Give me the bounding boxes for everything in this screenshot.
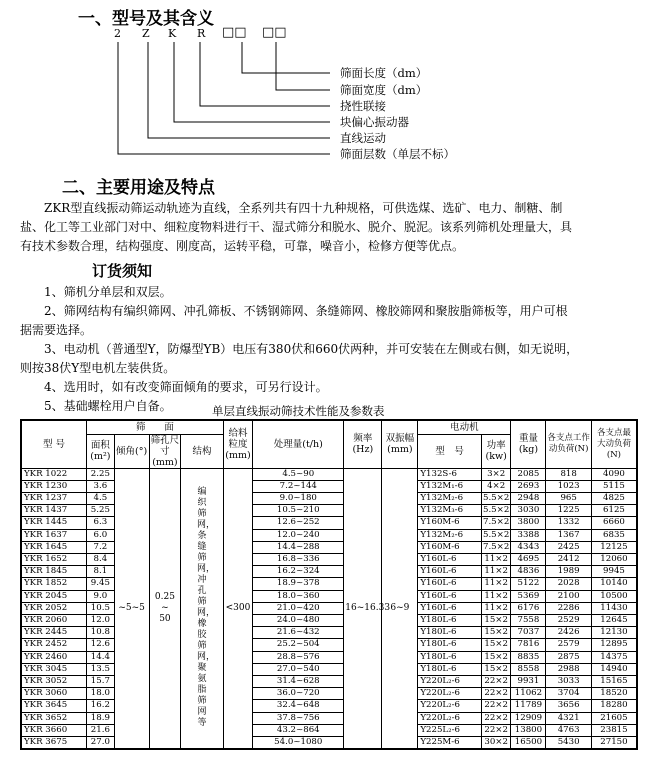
code-length-boxes: □□ (222, 25, 247, 40)
section2-title: 二、主要用途及特点 (62, 178, 215, 198)
cell-model: YKR 2052 (21, 602, 87, 614)
cell-power: 22×2 (481, 675, 511, 687)
cell-capacity: 24.0~480 (253, 614, 344, 626)
header-screen: 筛 面 (87, 420, 224, 434)
cell-static-load: 2100 (546, 590, 592, 602)
cell-power: 5.5×2 (482, 492, 510, 503)
cell-model: YKR 3052 (21, 675, 87, 687)
section2-line: 有技术参数合理，结构强度、刚度高，运转平稳，可靠，噪音小，检修方便等优点。 (20, 239, 465, 253)
order-line: 5、基础螺栓用户自备。 (44, 399, 172, 413)
mesh-range-part: ~ (161, 602, 169, 613)
cell-static-load: 5430 (546, 736, 592, 749)
cell-static-load: 818 (546, 468, 592, 480)
cell-capacity: 12.6~252 (253, 517, 344, 529)
cell-model: YKR 2045 (21, 590, 87, 602)
cell-power: 11×2 (481, 602, 511, 614)
cell-area: 8.1 (87, 566, 115, 578)
cell-static-load: 2579 (546, 639, 592, 651)
order-line: 据需要选择。 (20, 323, 93, 337)
table-row (21, 736, 637, 749)
cell-max-load: 12895 (591, 639, 637, 651)
cell-static-load: 4321 (546, 712, 592, 724)
cell-model: YKR 3045 (21, 663, 87, 675)
cell-weight: 8558 (511, 663, 546, 675)
code-leader-lines (0, 0, 650, 170)
cell-max-load: 21605 (591, 712, 637, 724)
cell-static-load: 2412 (546, 553, 592, 565)
cell-power: 15×2 (481, 627, 511, 639)
cell-max-load: 4090 (591, 468, 637, 480)
cell-capacity: 21.0~420 (253, 602, 344, 614)
cell-motor-model: Y160L-6 (418, 553, 482, 565)
cell-power: 15×2 (481, 614, 511, 626)
cell-angle-merged: ~5~5 (114, 468, 149, 749)
cell-motor-model: Y132M₂-6 (418, 529, 482, 541)
cell-motor-model: Y180L-6 (418, 627, 482, 639)
header-static-load: 各支点工作动负荷(N) (546, 420, 592, 468)
cell-weight: 13800 (511, 724, 546, 736)
cell-weight: 3800 (511, 517, 546, 529)
cell-model: YKR 3652 (21, 712, 87, 724)
cell-area: 5.25 (87, 505, 115, 517)
cell-max-load: 15165 (591, 675, 637, 687)
cell-static-load: 1367 (546, 529, 592, 541)
cell-static-load: 1989 (546, 566, 592, 578)
cell-model: YKR 1645 (21, 541, 87, 553)
cell-capacity: 37.8~756 (253, 712, 344, 724)
cell-model: YKR 1230 (21, 480, 87, 492)
cell-max-load: 9945 (591, 566, 637, 578)
cell-weight: 12909 (511, 712, 546, 724)
cell-max-load: 14940 (591, 663, 637, 675)
cell-area: 10.8 (87, 627, 115, 639)
cell-weight: 4343 (511, 541, 546, 553)
section2-line: 盐、化工等工业部门对中、细粒度物料进行干、湿式筛分和脱水、脱介、脱泥。该系列筛机处理量大，具 (20, 220, 573, 234)
cell-amp-merged: 6~9 (382, 468, 418, 749)
cell-motor-model: Y160L-6 (418, 578, 482, 590)
cell-max-load: 5115 (591, 480, 637, 492)
cell-weight: 16500 (511, 736, 546, 749)
cell-motor-model: Y180L-6 (418, 614, 482, 626)
cell-area: 6.0 (87, 529, 115, 541)
cell-weight: 7816 (511, 639, 546, 651)
cell-model: YKR 1845 (21, 566, 87, 578)
table-row (21, 505, 637, 517)
cell-weight: 9931 (511, 675, 546, 687)
cell-max-load: 4825 (591, 492, 637, 504)
cell-weight: 2948 (511, 492, 546, 504)
cell-weight: 7558 (511, 614, 546, 626)
cell-max-load: 10140 (591, 578, 637, 590)
cell-max-load: 12125 (591, 541, 637, 553)
mesh-range-part: 50 (159, 613, 171, 624)
header-mesh: 筛孔尺寸(mm) (150, 434, 180, 468)
header-max-load: 各支点最大动负荷(N) (591, 420, 637, 468)
cell-capacity: 12.0~240 (253, 529, 344, 541)
cell-area: 10.5 (87, 602, 115, 614)
cell-static-load: 2426 (546, 627, 592, 639)
header-model: 型 号 (21, 420, 87, 468)
mesh-range-part: 0.25 (154, 591, 175, 602)
cell-capacity: 43.2~864 (253, 724, 344, 736)
cell-model: YKR 2060 (21, 614, 87, 626)
cell-capacity: 16.2~324 (253, 566, 344, 578)
table-row (21, 700, 637, 712)
cell-motor-model: Y132M₂-6 (418, 492, 482, 504)
order-line: 1、筛机分单层和双层。 (44, 285, 172, 299)
cell-weight: 5369 (511, 590, 546, 602)
cell-model: YKR 1637 (21, 529, 87, 541)
cell-area: 8.4 (87, 553, 115, 565)
legend-width: 筛面宽度（dm） (340, 83, 428, 97)
cell-power: 30×2 (481, 736, 511, 749)
cell-static-load: 2529 (546, 614, 592, 626)
cell-weight: 2693 (511, 480, 546, 492)
cell-power: 7.5×2 (482, 517, 510, 528)
cell-structure-merged (181, 468, 223, 749)
cell-area: 7.2 (87, 541, 115, 553)
section2-body (20, 199, 645, 256)
cell-model: YKR 2460 (21, 651, 87, 663)
table-row (21, 712, 637, 724)
cell-motor-model: Y160M-6 (418, 517, 482, 529)
table-row (21, 541, 637, 553)
cell-power: 5.5×2 (482, 505, 510, 516)
cell-power: 3×2 (481, 468, 511, 480)
cell-area: 12.6 (87, 639, 115, 651)
header-feed: 给料粒度(mm) (223, 420, 253, 468)
spec-table (20, 419, 638, 750)
cell-motor-model: Y225M-6 (418, 736, 482, 749)
cell-power: 11×2 (481, 566, 511, 578)
table-row (21, 614, 637, 626)
cell-motor-model: Y180L-6 (418, 651, 482, 663)
cell-motor-model: Y132M₃-6 (418, 505, 482, 517)
cell-static-load: 2988 (546, 663, 592, 675)
cell-capacity: 28.8~576 (253, 651, 344, 663)
cell-weight: 4695 (511, 553, 546, 565)
cell-static-load: 3704 (546, 688, 592, 700)
cell-max-load: 6125 (591, 505, 637, 517)
cell-static-load: 4763 (546, 724, 592, 736)
code-char-r: R (197, 27, 206, 40)
table-title: 单层直线振动筛技术性能及参数表 (212, 404, 385, 418)
cell-feed-merged: <300 (223, 468, 253, 749)
section1-title: 一、型号及其含义 (78, 9, 214, 29)
order-line: 3、电动机（普通型Y，防爆型YB）电压有380伏和660伏两种，并可安装在左侧或右侧，如无说明， (44, 342, 579, 356)
cell-static-load: 3656 (546, 700, 592, 712)
cell-model: YKR 1445 (21, 517, 87, 529)
table-row (21, 480, 637, 492)
cell-static-load: 1332 (546, 517, 592, 529)
cell-motor-model: Y225L₂-6 (418, 724, 482, 736)
cell-power: 22×2 (481, 724, 511, 736)
cell-area: 12.0 (87, 614, 115, 626)
table-row (21, 688, 637, 700)
legend-coupling: 挠性联接 (340, 99, 386, 113)
table-row (21, 675, 637, 687)
cell-motor-model: Y132M₁-6 (418, 480, 482, 492)
table-row (21, 651, 637, 663)
header-motor: 电动机 (418, 420, 511, 434)
cell-area: 6.3 (87, 517, 115, 529)
legend-length: 筛面长度（dm） (340, 66, 428, 80)
cell-capacity: 7.2~144 (253, 480, 344, 492)
table-row (21, 492, 637, 504)
order-line: 2、筛网结构有编织筛网、冲孔筛板、不锈钢筛网、条缝筛网、橡胶筛网和聚胺脂筛板等，用户可根 (44, 304, 568, 318)
cell-max-load: 27150 (591, 736, 637, 749)
cell-motor-model: Y160L-6 (418, 566, 482, 578)
cell-capacity: 54.0~1080 (253, 736, 344, 749)
cell-power: 7.5×2 (482, 541, 510, 552)
code-char-z: Z (142, 27, 150, 40)
cell-motor-model: Y132S-6 (418, 468, 482, 480)
cell-capacity: 27.0~540 (253, 663, 344, 675)
spec-table-body (21, 468, 637, 749)
cell-area: 18.9 (87, 712, 115, 724)
table-row (21, 468, 637, 480)
cell-area: 18.0 (87, 688, 115, 700)
cell-model: YKR 1652 (21, 553, 87, 565)
table-row (21, 578, 637, 590)
code-width-boxes: □□ (262, 25, 287, 40)
header-amp: 双振幅(mm) (382, 420, 418, 468)
cell-weight: 11062 (511, 688, 546, 700)
cell-capacity: 16.8~336 (253, 553, 344, 565)
header-angle: 倾角(°) (114, 434, 149, 468)
cell-motor-model: Y220L₂-6 (418, 688, 482, 700)
cell-max-load: 14375 (591, 651, 637, 663)
cell-capacity: 21.6~432 (253, 627, 344, 639)
header-motor-model: 型 号 (418, 434, 482, 468)
cell-model: YKR 3675 (21, 736, 87, 749)
cell-capacity: 18.9~378 (253, 578, 344, 590)
code-char-2: 2 (114, 27, 121, 40)
cell-weight: 4836 (511, 566, 546, 578)
table-row (21, 553, 637, 565)
cell-max-load: 12130 (591, 627, 637, 639)
cell-capacity: 14.4~288 (253, 541, 344, 553)
cell-capacity: 32.4~648 (253, 700, 344, 712)
cell-weight: 5122 (511, 578, 546, 590)
cell-motor-model: Y220L₂-6 (418, 675, 482, 687)
cell-model: YKR 3060 (21, 688, 87, 700)
cell-area: 9.0 (87, 590, 115, 602)
cell-motor-model: Y180L-6 (418, 663, 482, 675)
cell-weight: 7037 (511, 627, 546, 639)
cell-power: 11×2 (481, 578, 511, 590)
cell-area: 21.6 (87, 724, 115, 736)
cell-mesh-merged (149, 468, 181, 749)
cell-max-load: 18280 (591, 700, 637, 712)
cell-area: 27.0 (87, 736, 115, 749)
cell-max-load: 10500 (591, 590, 637, 602)
cell-static-load: 2286 (546, 602, 592, 614)
cell-max-load: 18520 (591, 688, 637, 700)
cell-capacity: 31.4~628 (253, 675, 344, 687)
cell-power: 5.5×2 (482, 529, 510, 540)
cell-motor-model: Y180L-6 (418, 639, 482, 651)
cell-weight: 3030 (511, 505, 546, 517)
cell-model: YKR 2452 (21, 639, 87, 651)
cell-max-load: 12060 (591, 553, 637, 565)
order-line: 则按38伏Y型电机左装供货。 (20, 361, 176, 375)
cell-model: YKR 1437 (21, 505, 87, 517)
order-title: 订货须知 (92, 262, 153, 280)
cell-max-load: 6660 (591, 517, 637, 529)
cell-static-load: 2875 (546, 651, 592, 663)
cell-capacity: 36.0~720 (253, 688, 344, 700)
cell-weight: 8835 (511, 651, 546, 663)
cell-power: 22×2 (481, 712, 511, 724)
cell-capacity: 10.5~210 (253, 505, 344, 517)
cell-model: YKR 1852 (21, 578, 87, 590)
cell-power: 11×2 (481, 590, 511, 602)
cell-static-load: 2425 (546, 541, 592, 553)
cell-power: 4×2 (481, 480, 511, 492)
table-row (21, 590, 637, 602)
header-structure: 结构 (181, 434, 223, 468)
header-freq: 频率(Hz) (344, 420, 382, 468)
cell-static-load: 965 (546, 492, 592, 504)
section2-line: ZKR型直线振动筛运动轨迹为直线，全系列共有四十九种规格，可供选煤、选矿、电力、制糖、制 (44, 201, 563, 215)
table-row (21, 639, 637, 651)
legend-vibrator: 块偏心振动器 (340, 115, 409, 129)
cell-model: YKR 1022 (21, 468, 87, 480)
structure-text: 编织筛网，条缝筛网，冲孔筛网，橡胶筛网，聚氨脂筛网等 (196, 487, 215, 729)
cell-area: 13.5 (87, 663, 115, 675)
cell-area: 14.4 (87, 651, 115, 663)
order-line: 4、选用时，如有改变筛面倾角的要求，可另行设计。 (44, 380, 328, 394)
cell-power: 15×2 (481, 663, 511, 675)
cell-motor-model: Y220L₂-6 (418, 700, 482, 712)
cell-area: 16.2 (87, 700, 115, 712)
cell-area: 15.7 (87, 675, 115, 687)
cell-capacity: 4.5~90 (253, 468, 344, 480)
cell-static-load: 1023 (546, 480, 592, 492)
header-area: 面积(m²) (87, 434, 115, 468)
cell-area: 4.5 (87, 492, 115, 504)
cell-model: YKR 3645 (21, 700, 87, 712)
cell-max-load: 6835 (591, 529, 637, 541)
cell-motor-model: Y220L₂-6 (418, 712, 482, 724)
cell-model: YKR 3660 (21, 724, 87, 736)
cell-power: 22×2 (481, 688, 511, 700)
cell-weight: 3388 (511, 529, 546, 541)
table-row (21, 517, 637, 529)
cell-max-load: 23815 (591, 724, 637, 736)
cell-max-load: 12645 (591, 614, 637, 626)
cell-capacity: 9.0~180 (253, 492, 344, 504)
legend-motion: 直线运动 (340, 131, 386, 145)
cell-max-load: 11430 (591, 602, 637, 614)
table-row (21, 566, 637, 578)
table-row (21, 724, 637, 736)
cell-power: 15×2 (481, 651, 511, 663)
cell-weight: 6176 (511, 602, 546, 614)
cell-static-load: 1225 (546, 505, 592, 517)
cell-area: 9.45 (87, 578, 115, 590)
table-row (21, 663, 637, 675)
order-body (20, 283, 645, 416)
cell-power: 22×2 (481, 700, 511, 712)
cell-static-load: 2028 (546, 578, 592, 590)
header-capacity: 处理量(t/h) (253, 420, 344, 468)
cell-weight: 2085 (511, 468, 546, 480)
table-row (21, 529, 637, 541)
cell-motor-model: Y160L-6 (418, 602, 482, 614)
table-row (21, 627, 637, 639)
cell-weight: 11789 (511, 700, 546, 712)
cell-freq-merged: 16~16.33 (344, 468, 382, 749)
cell-capacity: 18.0~360 (253, 590, 344, 602)
header-power: 功率(kw) (481, 434, 511, 468)
cell-capacity: 25.2~504 (253, 639, 344, 651)
cell-model: YKR 1237 (21, 492, 87, 504)
cell-area: 2.25 (87, 468, 115, 480)
table-row (21, 602, 637, 614)
cell-power: 11×2 (481, 553, 511, 565)
code-char-k: K (168, 27, 177, 40)
cell-power: 15×2 (481, 639, 511, 651)
legend-layers: 筛面层数（单层不标） (340, 147, 455, 161)
header-weight: 重量(kg) (511, 420, 546, 468)
cell-area: 3.6 (87, 480, 115, 492)
cell-motor-model: Y160L-6 (418, 590, 482, 602)
cell-model: YKR 2445 (21, 627, 87, 639)
cell-motor-model: Y160M-6 (418, 541, 482, 553)
cell-static-load: 3033 (546, 675, 592, 687)
